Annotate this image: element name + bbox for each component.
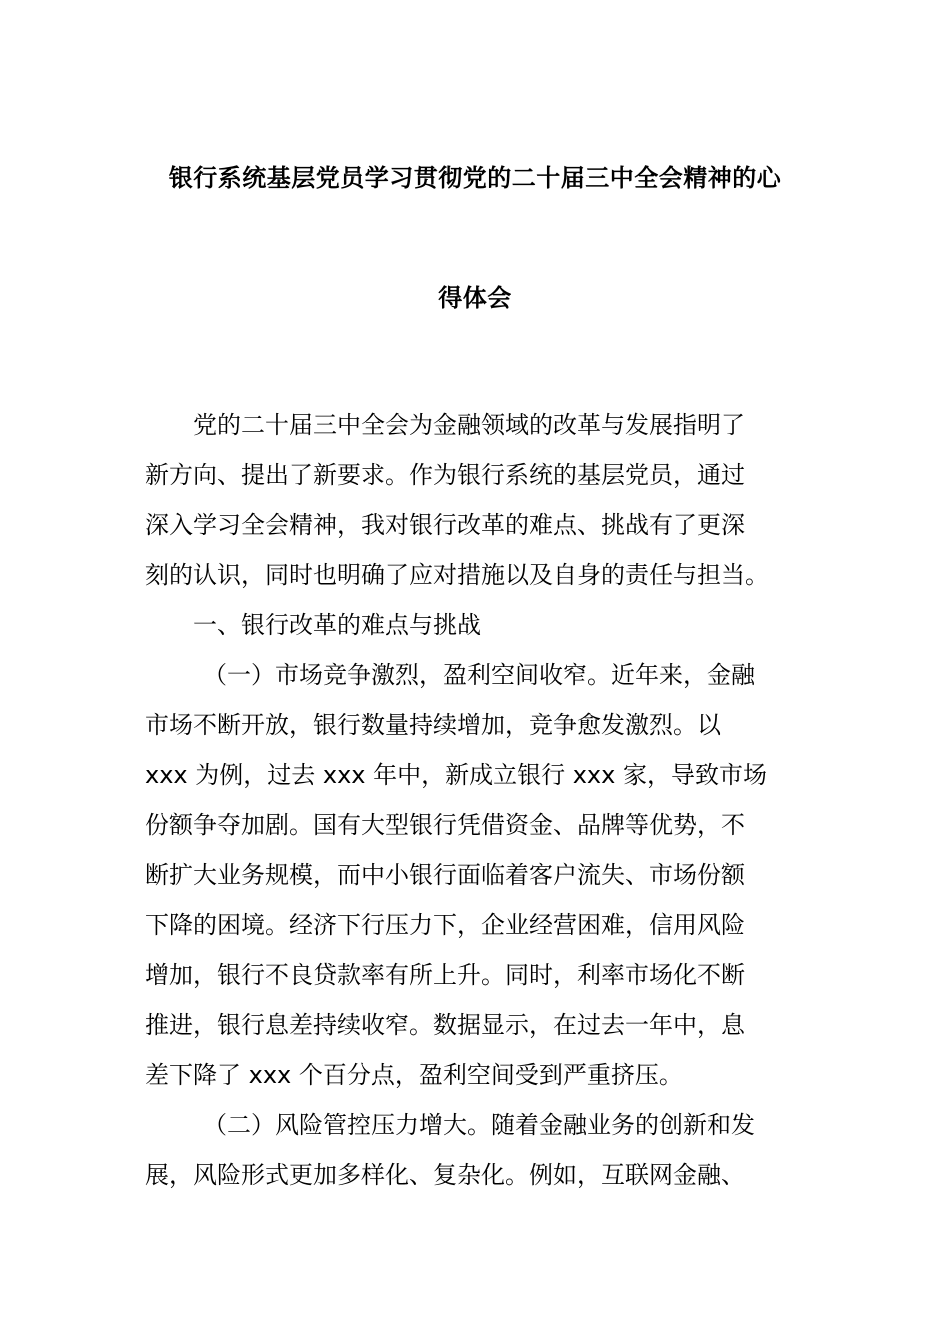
subsection-1-line: 下降的困境。经济下行压力下，企业经营困难，信用风险 [145, 911, 745, 939]
paragraph-intro-line: 刻的认识，同时也明确了应对措施以及自身的责任与担当。 [145, 561, 769, 589]
document-title-line-1: 银行系统基层党员学习贯彻党的二十届三中全会精神的心 [168, 164, 782, 192]
subsection-1-line: 增加，银行不良贷款率有所上升。同时，利率市场化不断 [145, 961, 745, 989]
paragraph-intro-line: 深入学习全会精神，我对银行改革的难点、挑战有了更深 [145, 511, 745, 539]
subsection-1-line: （一）市场竞争激烈，盈利空间收窄。近年来，金融 [203, 661, 755, 689]
subsection-1-line: 市场不断开放，银行数量持续增加，竞争愈发激烈。以 [145, 711, 721, 739]
paragraph-intro-line: 新方向、提出了新要求。作为银行系统的基层党员，通过 [145, 461, 745, 489]
subsection-1-line: 推进，银行息差持续收窄。数据显示，在过去一年中，息 [145, 1011, 745, 1039]
paragraph-intro-line: 党的二十届三中全会为金融领域的改革与发展指明了 [193, 411, 745, 439]
document-body [145, 400, 810, 1200]
subsection-1-line: 断扩大业务规模，而中小银行面临着客户流失、市场份额 [145, 861, 745, 889]
subsection-1-line: 份额争夺加剧。国有大型银行凭借资金、品牌等优势，不 [145, 811, 745, 839]
subsection-1-line: xxx 为例，过去 xxx 年中，新成立银行 xxx 家，导致市场 [145, 761, 767, 789]
subsection-2-line: （二）风险管控压力增大。随着金融业务的创新和发 [203, 1111, 755, 1139]
subsection-2-line: 展，风险形式更加多样化、复杂化。例如，互联网金融、 [145, 1161, 745, 1189]
subsection-1-line: 差下降了 xxx 个百分点，盈利空间受到严重挤压。 [145, 1061, 683, 1089]
section-heading: 一、银行改革的难点与挑战 [193, 611, 481, 639]
document-title-line-2: 得体会 [438, 284, 512, 312]
